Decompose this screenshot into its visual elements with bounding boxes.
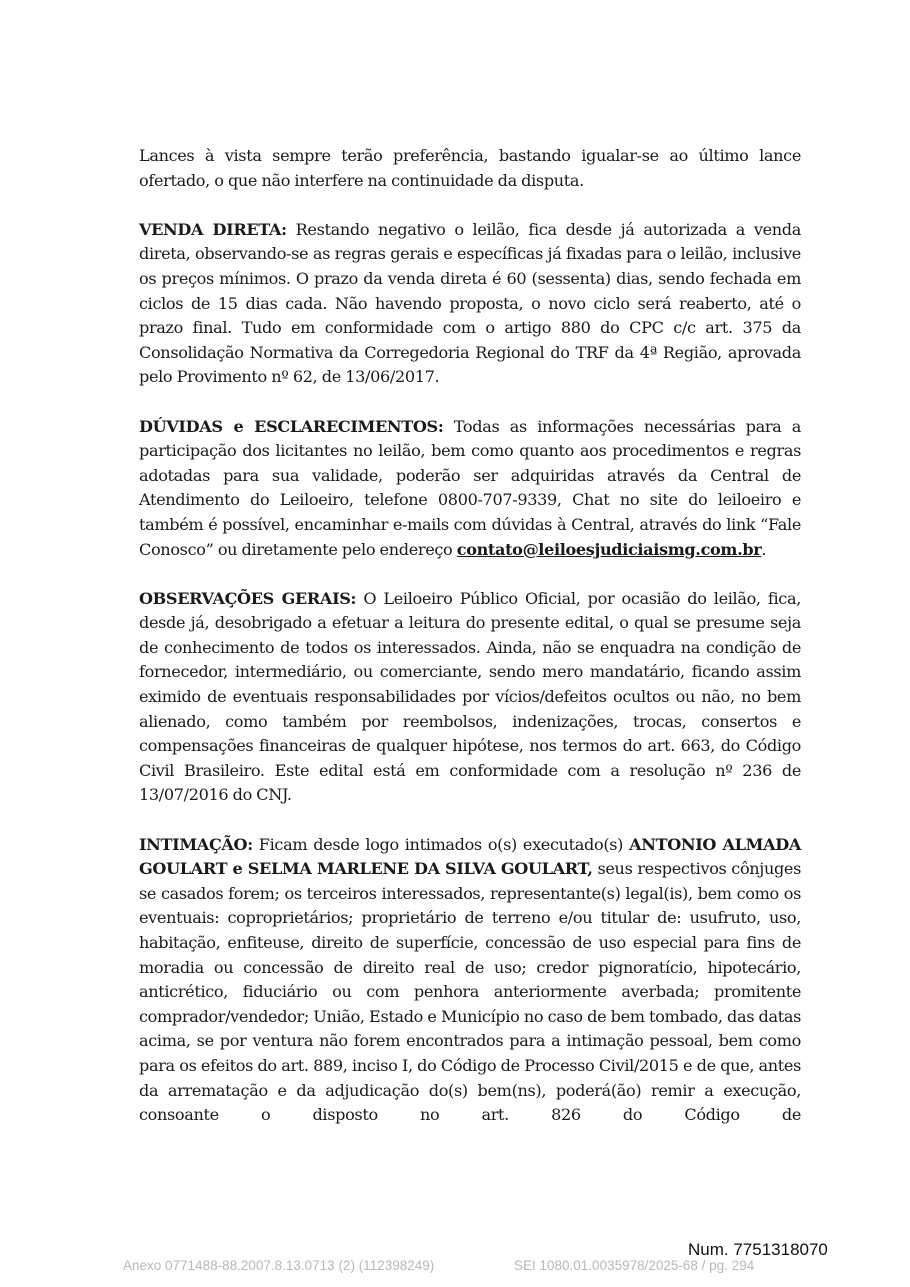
- footer-sei-page: SEI 1080.01.0035978/2025-68 / pg. 294: [514, 1258, 755, 1273]
- duvidas-text: Todas as informações necessárias para a participação dos licitantes no leilão, bem como quanto aos procedimentos e regras adotadas para sua validade, poderão ser adquiridas através da Central de Atendimento do Leiloeiro, telefone 0800-707-9339, Chat no site do leiloeiro e também é possível, encaminhar e-mails com dúvidas à Central, através do link “Fale Conosco” ou diretamente pelo endereço: [139, 416, 802, 559]
- contact-email-link[interactable]: contato@leiloesjudiciaismg.com.br: [456, 539, 762, 559]
- intimacao-names: ANTONIO ALMADA GOULART e SELMA MARLENE DA SILVA GOULART,: [139, 834, 801, 879]
- duvidas-end: .: [761, 539, 767, 559]
- venda-direta-heading: VENDA DIRETA:: [139, 219, 287, 239]
- document-number: Num. 7751318070: [688, 1240, 828, 1259]
- paragraph-duvidas: [139, 415, 801, 563]
- paragraph-intimacao: [139, 833, 801, 1128]
- paragraph-lances-text: Lances à vista sempre terão preferência, bastando igualar-se ao último lance ofertado, o que não interfere na continuidade da disputa.: [139, 146, 801, 190]
- intimacao-heading: INTIMAÇÃO:: [139, 834, 253, 854]
- observacoes-text: O Leiloeiro Público Oficial, por ocasião do leilão, fica, desde já, desobrigado a efetuar a leitura do presente edital, o qual se presume seja de conhecimento de todos os interessados. Ainda, não se enquadra na condição de fornecedor, intermediário, ou comerciante, sendo mero mandatário, ficando assim eximido de eventuais responsabilidades por vícios/defeitos ocultos ou não, no bem alienado, como também por reembolsos, indenizações, trocas, consertos e compensações financeiras de qualquer hipótese, nos termos do art. 663, do Código Civil Brasileiro. Este edital está em conformidade com a resolução nº 236 de 13/07/2016 do CNJ.: [139, 588, 801, 805]
- paragraph-venda-direta: [139, 218, 801, 390]
- venda-direta-text: Restando negativo o leilão, fica desde já autorizada a venda direta, observando-se as regras gerais e específicas já fixadas para o leilão, inclusive os preços mínimos. O prazo da venda direta é 60 (sessenta) dias, sendo fechada em ciclos de 15 dias cada. Não havendo proposta, o novo ciclo será reaberto, até o prazo final. Tudo em conformidade com o artigo 880 do CPC c/c art. 375 da Consolidação Normativa da Corregedoria Regional do TRF da 4ª Região, aprovada pelo Provimento nº 62, de 13/06/2017.: [139, 219, 801, 387]
- document-body: [139, 144, 801, 1152]
- duvidas-heading: DÚVIDAS e ESCLARECIMENTOS:: [139, 416, 444, 436]
- intimacao-text-1: Ficam desde logo intimados o(s) executado(s): [252, 834, 630, 854]
- footer-anexo: Anexo 0771488-88.2007.8.13.0713 (2) (112398249): [123, 1258, 435, 1273]
- intimacao-text-2: seus respectivos cônjuges se casados forem; os terceiros interessados, representante(s) legal(is), bem como os eventuais: coproprietários; proprietário de terreno e/ou titular de: usufruto, uso, habitação, enfiteuse, direito de superfície, concessão de uso especial para fins de moradia ou concessão de direito real de uso; credor pignoratício, hipotecário, anticrético, fiduciário ou com penhora anteriormente averbada; promitente comprador/vendedor; União, Estado e Município no caso de bem tombado, das datas acima, se por ventura não forem encontrados para a intimação pessoal, bem como para os efeitos do art. 889, inciso I, do Código de Processo Civil/2015 e de que, antes da arrematação e da adjudicação do(s) bem(ns), poderá(ão) remir a execução, consoante o disposto no art. 826 do Código de: [139, 859, 801, 1125]
- observacoes-heading: OBSERVAÇÕES GERAIS:: [139, 588, 357, 608]
- paragraph-lances: [139, 144, 801, 193]
- paragraph-observacoes: [139, 587, 801, 808]
